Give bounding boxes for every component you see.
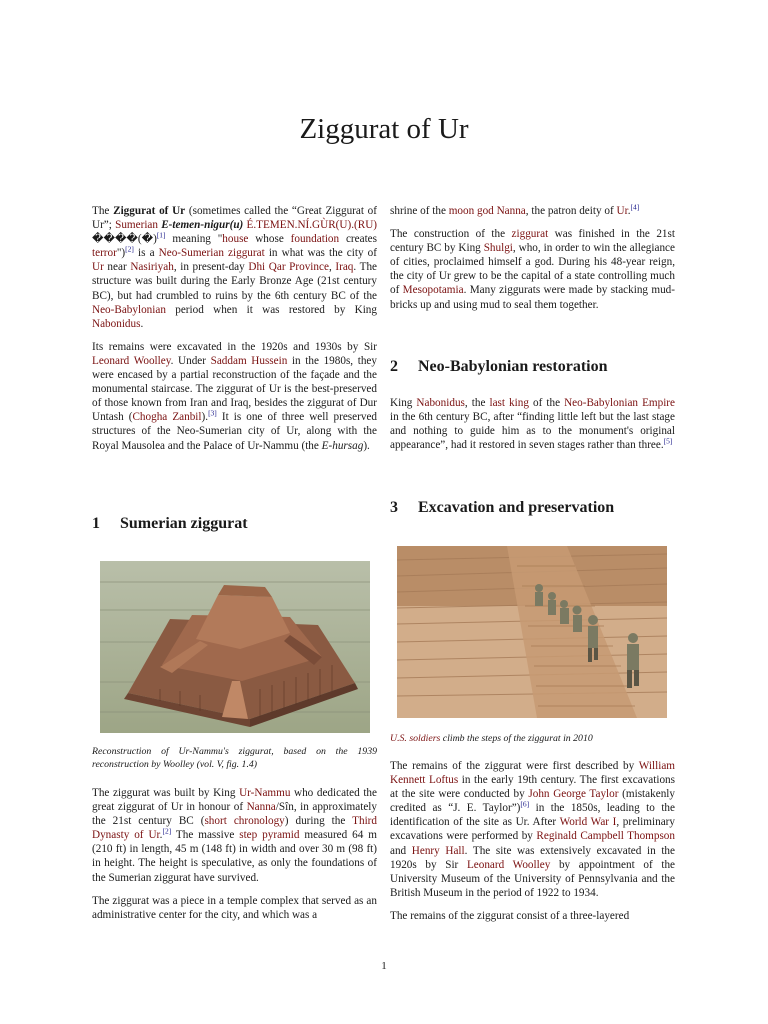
link-neo-sumerian[interactable]: Neo-Sumerian: [158, 247, 224, 260]
link-woolley[interactable]: Leonard Woolley: [92, 354, 171, 367]
excavation-history-paragraph: The remains of the ziggurat were first described by William Kennett Loftus in the early 19th century. The first excavations at the site were conducted by John George Taylor (mistakenly credited as “J. E. Taylor”)[6] in the 1850s, leading to the identification of the site as Ur. After World War I, preliminary excavations were performed by Reginald Campbell Thompson and Henry Hall. The site was extensively excavated in the 1920s by Sir Leonard Woolley by appointment of the University Museum of the University of Pennsylvania and the British Museum in the period of 1922 to 1934.: [390, 760, 675, 899]
intro-paragraph: The Ziggurat of Ur (sometimes called the “Great Ziggurat of Ur”; Sumerian E-temen-nigur(u) É.TEMEN.NÍ.GÙR(U).(RU) ����(�)[1] meaning "house whose foundation creates terror")[2] is a Neo-Sumerian ziggurat in what was the city of Ur near Nasiriyah, in present-day Dhi Qar Province, Iraq. The structure was built during the Early Bronze Age (21st century BC), but had crumbled to ruins by the 6th century BC of the Neo-Babylonian period when it was restored by King Nabonidus.: [92, 205, 377, 330]
link-short-chronology[interactable]: short chronology: [204, 815, 285, 828]
soldiers-steps-photo: [397, 546, 667, 718]
link-last-king[interactable]: last king: [489, 397, 529, 409]
link-nasiriyah[interactable]: Nasiriyah: [130, 261, 174, 274]
link-wwi[interactable]: World War I: [559, 816, 617, 829]
figure-caption-1: Reconstruction of Ur-Nammu's ziggurat, based on the 1939 reconstruction by Woolley (vol. V, fig. 1.4): [92, 746, 377, 770]
ref-4[interactable]: [4]: [630, 202, 640, 212]
ziggurat-reconstruction-image: [100, 561, 370, 733]
link-step-pyramid[interactable]: step pyramid: [239, 829, 300, 842]
ref-2[interactable]: [2]: [125, 244, 134, 254]
link-thompson[interactable]: Reginald Campbell Thompson: [536, 830, 675, 843]
section-heading-3: 3 Excavation and preservation: [390, 499, 615, 516]
link-neo-babylonian[interactable]: Neo-Babylonian: [92, 303, 166, 316]
link-shulgi[interactable]: Shulgi: [483, 242, 513, 255]
page-title: Ziggurat of Ur: [299, 113, 469, 145]
link-neo-babylonian-empire[interactable]: Neo-Babylonian Empire: [564, 397, 675, 409]
link-woolley-2[interactable]: Leonard Woolley: [466, 858, 551, 871]
link-terror[interactable]: terror: [92, 247, 117, 260]
ref-1[interactable]: [1]: [156, 230, 166, 240]
link-dhi-qar[interactable]: Dhi Qar Province: [248, 261, 329, 274]
section-heading-1: 1 Sumerian ziggurat: [92, 515, 248, 532]
link-nabonidus-2[interactable]: Nabonidus: [416, 397, 465, 409]
excavation-summary-paragraph: Its remains were excavated in the 1920s and 1930s by Sir Leonard Woolley. Under Saddam Hussein in the 1980s, they were encased by a partial reconstruction of the façade and the monumental staircase. The ziggurat of Ur is the best-preserved of those known from Iran and Iraq, besides the ziggurat of Dur Untash (Chogha Zanbil).[3] It is one of three well preserved structures of the Neo-Sumerian city of Ur, along with the Royal Mausolea and the Palace of Ur-Nammu (the E-hursag).: [92, 340, 377, 452]
link-iraq[interactable]: Iraq: [335, 261, 354, 274]
figure-reconstruction: [92, 561, 377, 771]
link-house[interactable]: house: [222, 233, 249, 246]
link-taylor[interactable]: John George Taylor: [528, 788, 619, 801]
figure-soldiers: [390, 546, 675, 745]
link-nanna[interactable]: Nanna: [246, 801, 276, 814]
ref-5[interactable]: [5]: [663, 436, 673, 446]
link-chogha-zanbil[interactable]: Chogha Zanbil: [132, 411, 202, 424]
link-ziggurat-2[interactable]: ziggurat: [511, 228, 549, 241]
construction-paragraph: The ziggurat was built by King Ur-Nammu who dedicated the great ziggurat of Ur in honour of Nanna/Sîn, in approximately the 21st century BC (short chronology) during the Third Dynasty of Ur.[2] The massive step pyramid measured 64 m (210 ft) in length, 45 m (148 ft) in width and over 30 m (98 ft) in height. The height is speculative, as only the foundations of the Sumerian ziggurat have survived.: [92, 787, 377, 884]
ref-3[interactable]: [3]: [208, 408, 217, 418]
page-number: 1: [381, 960, 387, 972]
link-sumerian[interactable]: Sumerian: [115, 219, 158, 232]
ref-6[interactable]: [6]: [520, 799, 530, 809]
ref-2b[interactable]: [2]: [162, 826, 172, 836]
link-ur-nammu[interactable]: Ur-Nammu: [239, 787, 291, 799]
figure-caption-2: U.S. soldiers climb the steps of the ziggurat in 2010: [390, 733, 593, 744]
link-loftus[interactable]: William Kennett Loftus: [390, 760, 675, 787]
shrine-paragraph: shrine of the moon god Nanna, the patron deity of Ur.[4]: [390, 202, 640, 217]
restoration-paragraph: King Nabonidus, the last king of the Neo-Babylonian Empire in the 6th century BC, after “finding little left but the last stage and nothing to guide him as to the monument's original appearance”, had it restored in seven stages rather than three.[5]: [390, 397, 675, 452]
link-ur-2[interactable]: Ur: [616, 205, 628, 217]
link-moon-god[interactable]: moon god Nanna: [448, 205, 526, 217]
link-saddam[interactable]: Saddam Hussein: [210, 354, 288, 367]
remains-paragraph: The remains of the ziggurat consist of a three-layered: [390, 909, 630, 922]
link-mesopotamia[interactable]: Mesopotamia: [402, 284, 464, 297]
bold-term: Ziggurat of Ur: [113, 205, 186, 217]
link-foundation[interactable]: foundation: [290, 233, 340, 246]
link-third-dynasty[interactable]: Third Dynasty of Ur: [92, 815, 377, 842]
link-henry-hall[interactable]: Henry Hall: [411, 844, 465, 857]
section-heading-2: 2 Neo-Babylonian restoration: [390, 358, 608, 375]
temple-complex-paragraph: The ziggurat was a piece in a temple complex that served as an administrative center for the city, and which was a: [92, 894, 377, 921]
link-ziggurat[interactable]: ziggurat: [228, 247, 265, 260]
link-ur[interactable]: Ur: [92, 261, 104, 274]
link-nabonidus[interactable]: Nabonidus: [92, 317, 141, 330]
link-cuneiform[interactable]: É.TEMEN.NÍ.GÙR(U).(RU): [246, 219, 377, 232]
shulgi-paragraph: The construction of the ziggurat was finished in the 21st century BC by King Shulgi, who, in order to win the allegiance of cities, proclaimed himself a god. During his 48-year reign, the city of Ur grew to be the capital of a state controlling much of Mesopotamia. Many ziggurats were made by stacking mud-bricks up and using mud to seal them together.: [390, 228, 675, 311]
link-us-soldiers[interactable]: U.S. soldiers: [390, 733, 441, 744]
